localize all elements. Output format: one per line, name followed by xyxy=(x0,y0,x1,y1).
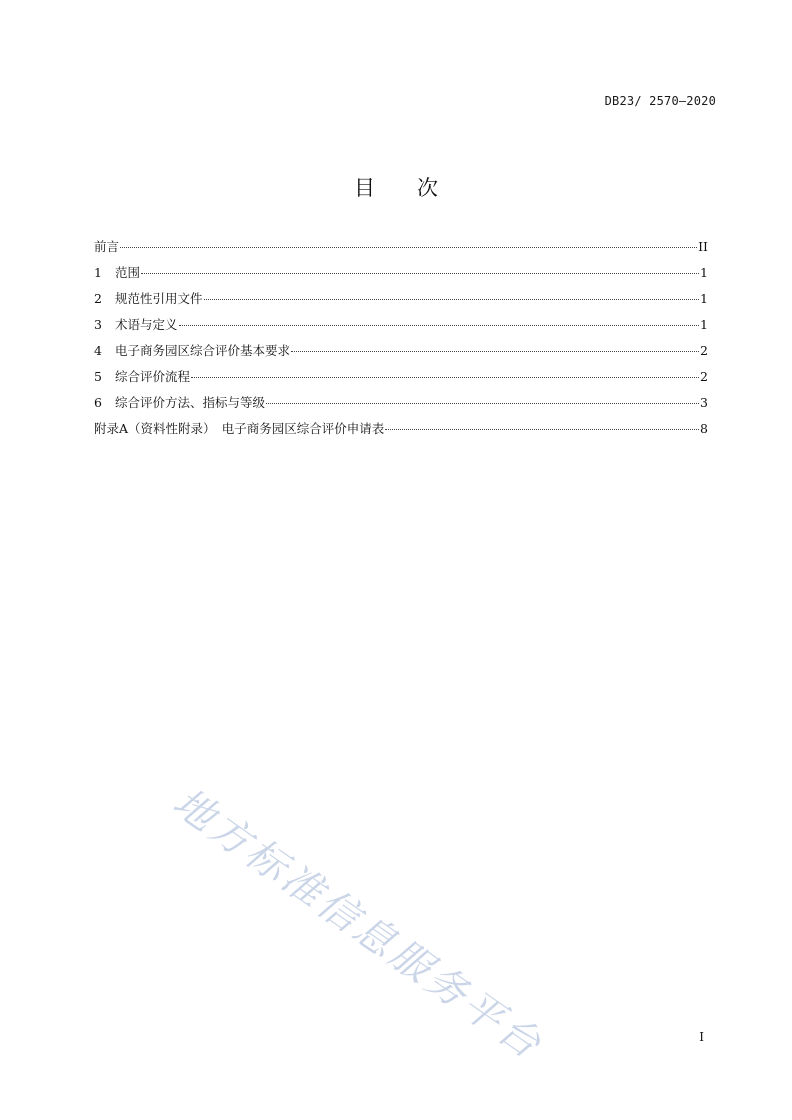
toc-entry-page: 1 xyxy=(700,291,708,306)
toc-entry-title: 术语与定义 xyxy=(115,317,178,332)
toc-entry-appendix-a[interactable] xyxy=(94,420,708,446)
toc-entry-number: 5 xyxy=(94,369,102,384)
toc-entry-title: 范围 xyxy=(115,265,141,280)
toc-leader-dots xyxy=(204,299,700,300)
toc-entry-title: 综合评价流程 xyxy=(115,369,191,384)
toc-entry-methods-indicators[interactable] xyxy=(94,394,708,420)
toc-entry-number: 1 xyxy=(94,265,102,280)
standard-code: DB23/ 2570—2020 xyxy=(604,94,716,108)
toc-leader-dots xyxy=(291,351,699,352)
toc-entry-basic-requirements[interactable] xyxy=(94,342,708,368)
page-title xyxy=(0,172,792,202)
toc-entry-foreword[interactable] xyxy=(94,238,708,264)
toc-entry-title: 电子商务园区综合评价基本要求 xyxy=(115,343,291,358)
toc-leader-dots xyxy=(266,403,699,404)
toc-entry-number: 6 xyxy=(94,395,102,410)
table-of-contents xyxy=(94,238,708,446)
page-number: I xyxy=(699,1030,704,1044)
watermark-text: 地方标准信息服务平台 xyxy=(164,779,552,1070)
toc-entry-page: 1 xyxy=(700,317,708,332)
toc-entry-terms-definitions[interactable] xyxy=(94,316,708,342)
toc-entry-title: 规范性引用文件 xyxy=(115,291,203,306)
toc-entry-number: 2 xyxy=(94,291,102,306)
toc-leader-dots xyxy=(120,247,697,248)
toc-leader-dots xyxy=(141,273,699,274)
page-title-char-2: 次 xyxy=(417,176,438,200)
toc-entry-title: 综合评价方法、指标与等级 xyxy=(115,395,266,410)
page-title-char-1: 目 xyxy=(354,176,375,200)
toc-entry-page: II xyxy=(698,239,708,254)
toc-entry-title: 附录A（资料性附录） 电子商务园区综合评价申请表 xyxy=(94,421,385,436)
toc-entry-title: 前言 xyxy=(94,239,120,254)
toc-entry-evaluation-process[interactable] xyxy=(94,368,708,394)
toc-entry-number: 3 xyxy=(94,317,102,332)
toc-entry-page: 2 xyxy=(700,343,708,358)
toc-entry-scope[interactable] xyxy=(94,264,708,290)
toc-entry-number: 4 xyxy=(94,343,102,358)
toc-entry-normative-references[interactable] xyxy=(94,290,708,316)
toc-leader-dots xyxy=(385,429,699,430)
toc-entry-page: 1 xyxy=(700,265,708,280)
toc-entry-page: 8 xyxy=(700,421,708,436)
toc-entry-page: 2 xyxy=(700,369,708,384)
toc-entry-page: 3 xyxy=(700,395,708,410)
toc-leader-dots xyxy=(179,325,700,326)
toc-leader-dots xyxy=(191,377,699,378)
